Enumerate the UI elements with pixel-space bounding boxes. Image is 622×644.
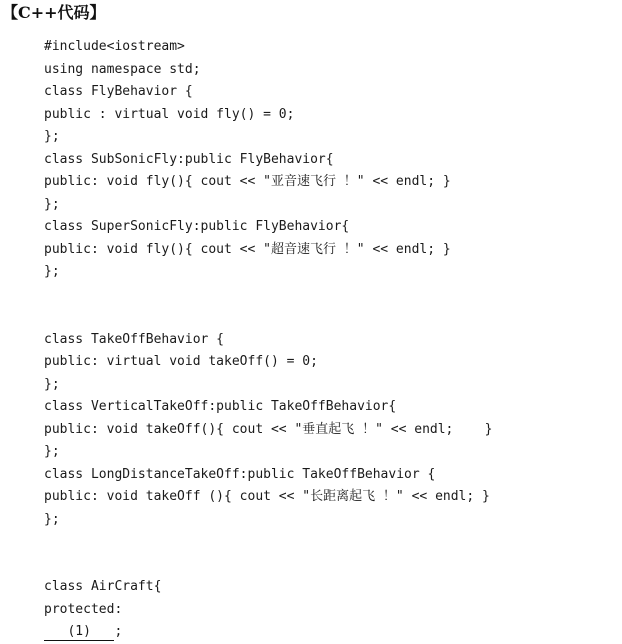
code-line: protected:: [44, 601, 123, 617]
section-heading: 【C++代码】: [2, 3, 106, 22]
code-line: public: void takeOff (){ cout << "长距离起飞 ！" << endl; }: [44, 489, 490, 504]
code-line: };: [44, 196, 60, 212]
code-line: };: [44, 129, 60, 144]
blank-label: (1): [67, 624, 91, 639]
blank-line: [44, 284, 614, 307]
fill-in-blank-line: [44, 621, 614, 644]
code-line: public: void takeOff(){ cout << "垂直起飞 ！" << endl; }: [44, 421, 493, 437]
code-line: public: virtual void takeOff() = 0;: [44, 354, 318, 369]
blank-line-spacer: [44, 554, 614, 577]
code-line: class SuperSonicFly:public FlyBehavior{: [44, 219, 350, 234]
code-line: class VerticalTakeOff:public TakeOffBehavior{: [44, 399, 397, 414]
blank-line-spacer: [44, 306, 614, 329]
code-line: class LongDistanceTakeOff:public TakeOffBehavior {: [44, 466, 436, 482]
code-line: using namespace std;: [44, 61, 201, 77]
code-line: public: void fly(){ cout << "超音速飞行 ！" << endl; }: [44, 241, 451, 257]
code-line: class AirCraft{: [44, 579, 162, 594]
code-line: };: [44, 264, 60, 279]
blank-suffix: ;: [114, 624, 123, 639]
code-line: class FlyBehavior {: [44, 84, 193, 99]
code-line: public: void fly(){ cout << "亚音速飞行 ！" << endl; }: [44, 174, 451, 189]
code-line: };: [44, 444, 60, 459]
blank-line: [44, 531, 614, 554]
code-line: };: [44, 376, 60, 392]
code-line: public : virtual void fly() = 0;: [44, 106, 295, 122]
code-line: class SubSonicFly:public FlyBehavior{: [44, 151, 334, 167]
code-line: };: [44, 511, 60, 527]
fill-in-blank: [44, 624, 114, 641]
code-line: #include<iostream>: [44, 39, 185, 54]
code-block: [44, 36, 614, 644]
code-line: class TakeOffBehavior {: [44, 331, 225, 347]
